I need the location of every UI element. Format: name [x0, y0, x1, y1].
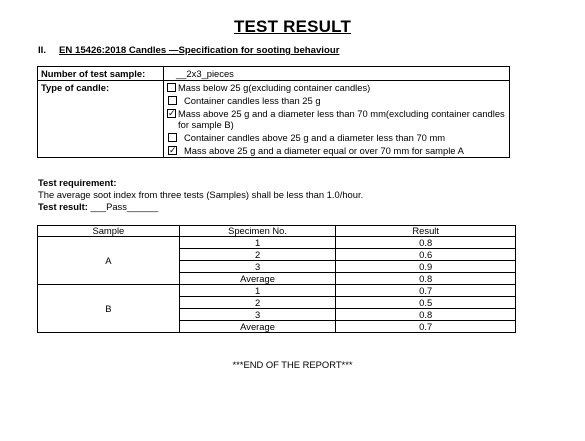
end-of-report: ***END OF THE REPORT*** [232, 359, 353, 370]
result-cell: 0.7 [336, 285, 516, 297]
section-title: EN 15426:2018 Candles —Specification for sooting behaviour [59, 45, 340, 56]
requirement-label: Test requirement: [38, 177, 117, 188]
specimen-cell: 1 [179, 237, 336, 249]
requirement-text: The average soot index from three tests (Samples) shall be less than 1.0/hour. [38, 189, 364, 200]
table-row [38, 285, 516, 297]
candle-option [167, 82, 507, 93]
candle-type-label: Type of candle: [38, 81, 164, 158]
result-cell: 0.8 [336, 309, 516, 321]
number-of-samples-value: __2x3_pieces [164, 67, 510, 81]
results-header-row [38, 226, 516, 237]
result-average-cell: 0.7 [336, 321, 516, 333]
header-result: Result [336, 226, 516, 237]
specimen-cell: 1 [179, 285, 336, 297]
specimen-cell: 3 [179, 261, 336, 273]
result-cell: 0.6 [336, 249, 516, 261]
candle-option [167, 132, 507, 143]
specimen-cell: 3 [179, 309, 336, 321]
test-requirement-block [38, 177, 363, 213]
option-label: Container candles less than 25 g [184, 95, 321, 106]
section-heading [38, 45, 339, 56]
option-label: Container candles above 25 g and a diameter less than 70 mm [184, 132, 446, 143]
specimen-average-cell: Average [179, 321, 336, 333]
header-specimen: Specimen No. [179, 226, 336, 237]
sample-info-table [37, 66, 510, 158]
sample-name-a: A [38, 237, 180, 285]
checkbox-option-1[interactable] [167, 83, 176, 92]
candle-option [167, 108, 507, 130]
test-result-label: Test result: [38, 201, 88, 212]
checkbox-option-4[interactable] [168, 133, 177, 142]
number-of-samples-label: Number of test sample: [38, 67, 164, 81]
option-label: Mass above 25 g and a diameter equal or over 70 mm for sample A [184, 145, 464, 156]
section-number: II. [38, 45, 46, 56]
specimen-cell: 2 [179, 249, 336, 261]
report-title: TEST RESULT [233, 17, 352, 36]
candle-option [167, 95, 507, 106]
result-cell: 0.8 [336, 237, 516, 249]
option-label: Mass below 25 g(excluding container candles) [178, 82, 371, 93]
checkbox-option-2[interactable] [168, 96, 177, 105]
test-result-line [38, 201, 363, 213]
test-result-value: ___Pass______ [90, 201, 159, 212]
header-sample: Sample [38, 226, 180, 237]
results-table [37, 225, 516, 333]
checkbox-option-3[interactable]: ✓ [168, 108, 176, 118]
candle-type-options [164, 81, 510, 158]
table-row [38, 237, 516, 249]
checkbox-option-5[interactable]: ✓ [169, 145, 177, 155]
sample-name-b: B [38, 285, 180, 333]
candle-option [167, 145, 507, 156]
result-cell: 0.9 [336, 261, 516, 273]
specimen-average-cell: Average [179, 273, 336, 285]
result-cell: 0.5 [336, 297, 516, 309]
result-average-cell: 0.8 [336, 273, 516, 285]
option-label: Mass above 25 g and a diameter less than 70 mm(excluding container candles for sample B) [178, 108, 505, 130]
specimen-cell: 2 [179, 297, 336, 309]
